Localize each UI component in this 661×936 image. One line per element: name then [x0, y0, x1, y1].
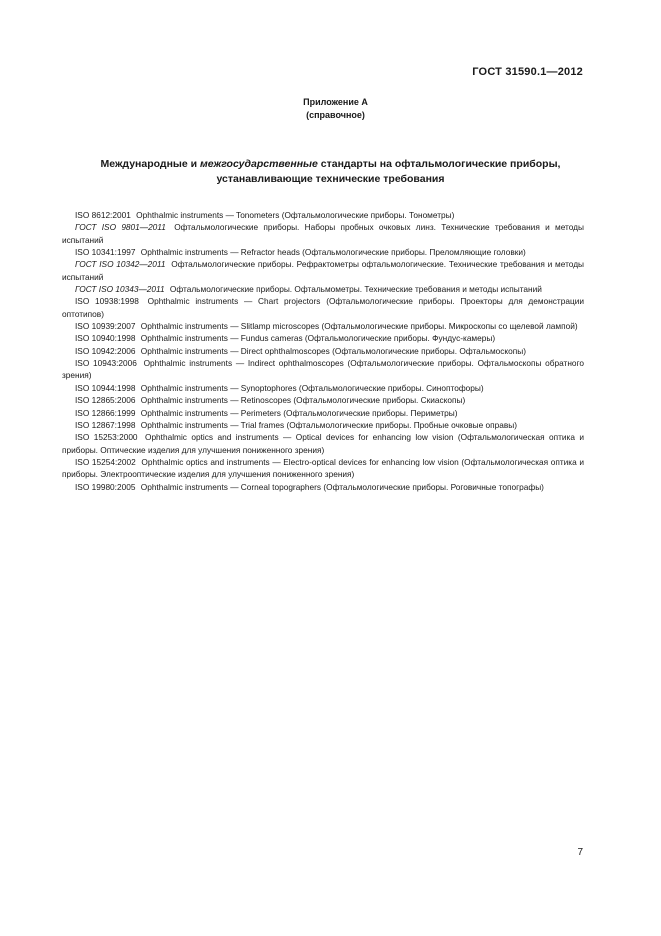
reference-text: Ophthalmic instruments — Slitlamp microscopes (Офтальмологические приборы. Микроскопы со щелевой лампой) [140, 321, 578, 332]
reference-entry [62, 221, 584, 246]
annex-subtitle: (справочное) [306, 110, 365, 120]
reference-entry [62, 407, 584, 419]
section-title-italic: межгосударственные [200, 158, 318, 170]
reference-code: ISO 10943:2006 [75, 358, 137, 369]
reference-entry [62, 209, 584, 221]
reference-code: ISO 12867:1998 [75, 419, 136, 430]
reference-code: ISO 15253:2000 [75, 432, 138, 443]
reference-text: Ophthalmic instruments — Refractor heads (Офтальмологические приборы. Преломляющие головки) [140, 247, 526, 258]
reference-entry [62, 295, 584, 320]
reference-text: Ophthalmic instruments — Synoptophores (Офтальмологические приборы. Синоптофоры) [140, 382, 484, 393]
reference-text: Офтальмологические приборы. Наборы пробных очковых линз. Технические требования и методы испытаний [62, 222, 584, 245]
reference-entry [62, 419, 584, 431]
reference-entry [62, 431, 584, 456]
reference-entry [62, 456, 584, 481]
reference-entry [62, 283, 584, 295]
reference-text: Ophthalmic optics and instruments — Electro-optical devices for enhancing low vision (Офтальмологическая оптика и приборы. Электрооптические изделия для улучшения пониженного зрения) [62, 456, 584, 480]
reference-entry [62, 481, 584, 493]
reference-entry [62, 258, 584, 283]
reference-code: ISO 10938:1998 [75, 296, 139, 307]
reference-code: ISO 10940:1998 [75, 333, 136, 344]
section-title-part1: Международные и [100, 158, 201, 170]
annex-heading [0, 96, 661, 122]
reference-text: Ophthalmic instruments — Fundus cameras (Офтальмологические приборы. Фундус-камеры) [140, 333, 496, 344]
reference-text: Ophthalmic instruments — Chart projectors (Офтальмологические приборы. Проекторы для демонстрации оптотипов) [62, 296, 584, 319]
reference-code: ISO 10939:2007 [75, 321, 136, 332]
reference-text: Офтальмологические приборы. Рефрактометры офтальмологические. Технические требования и методы испытаний [62, 259, 585, 282]
reference-code: ISO 10341:1997 [75, 247, 136, 258]
section-title-line2: устанавливающие технические требования [216, 173, 445, 185]
reference-text: Ophthalmic instruments — Tonometers (Офтальмологические приборы. Тонометры) [136, 210, 455, 220]
reference-code: ISO 8612:2001 [75, 210, 131, 220]
reference-entry [62, 246, 584, 258]
reference-code: ISO 12865:2006 [75, 395, 136, 406]
reference-code: ISO 10944:1998 [75, 382, 136, 393]
page-number: 7 [577, 847, 583, 858]
reference-text: Ophthalmic instruments — Perimeters (Офтальмологические приборы. Периметры) [140, 407, 458, 418]
references-list [62, 209, 584, 493]
reference-code: ГОСТ ISO 10343—2011 [75, 284, 165, 295]
reference-code: ГОСТ ISO 10342—2011 [75, 259, 166, 270]
reference-text: Ophthalmic optics and instruments — Optical devices for enhancing low vision (Офтальмологическая оптика и приборы. Оптические изделия для улучшения пониженного зрения) [62, 432, 585, 455]
reference-code: ГОСТ ISO 9801—2011 [75, 222, 166, 233]
reference-code: ISO 10942:2006 [75, 345, 136, 356]
reference-entry [62, 320, 584, 332]
section-title [60, 157, 601, 187]
reference-text: Ophthalmic instruments — Corneal topographers (Офтальмологические приборы. Роговичные топографы) [140, 481, 544, 492]
reference-code: ISO 12866:1999 [75, 407, 136, 418]
reference-entry [62, 332, 584, 344]
annex-title: Приложение А [303, 97, 368, 107]
reference-entry [62, 357, 584, 382]
reference-text: Офтальмологические приборы. Офтальмометры. Технические требования и методы испытаний [169, 284, 542, 295]
section-title-part2: стандарты на офтальмологические приборы, [317, 158, 561, 170]
reference-text: Ophthalmic instruments — Indirect ophthalmoscopes (Офтальмологические приборы. Офтальмоскопы обратного зрения) [62, 358, 584, 381]
reference-text: Ophthalmic instruments — Trial frames (Офтальмологические приборы. Пробные очковые оправы) [140, 419, 517, 430]
reference-text: Ophthalmic instruments — Retinoscopes (Офтальмологические приборы. Скиаскопы) [140, 395, 466, 406]
reference-text: Ophthalmic instruments — Direct ophthalmoscopes (Офтальмологические приборы. Офтальмоскопы) [140, 345, 526, 356]
reference-entry [62, 382, 584, 394]
reference-code: ISO 19980:2005 [75, 481, 136, 492]
reference-entry [62, 345, 584, 357]
reference-code: ISO 15254:2002 [75, 456, 136, 467]
document-code: ГОСТ 31590.1—2012 [472, 66, 583, 78]
reference-entry [62, 394, 584, 406]
section-title-line1 [60, 157, 601, 172]
